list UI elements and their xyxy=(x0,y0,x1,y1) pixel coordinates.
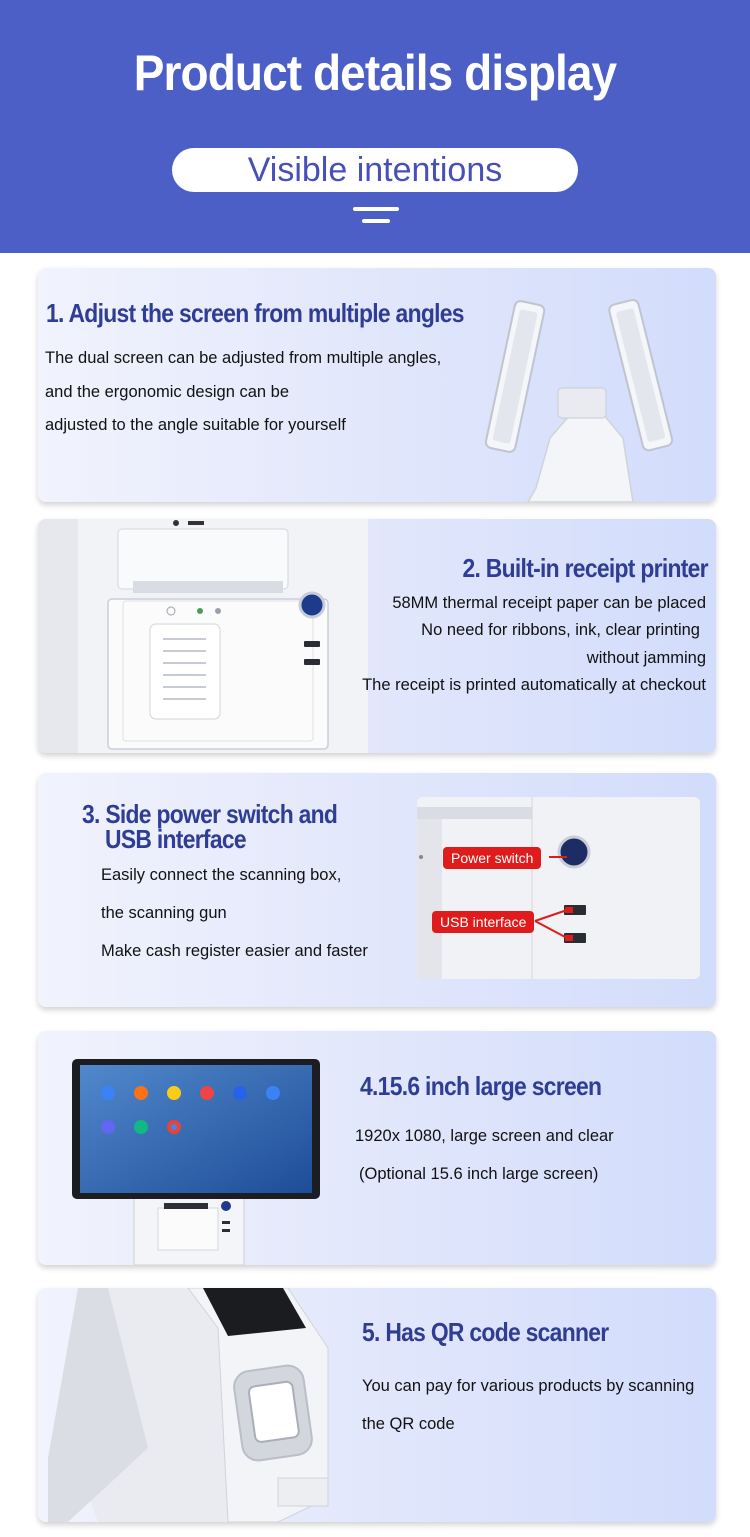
section-text: Easily connect the scanning box, xyxy=(101,866,342,884)
section-text: The dual screen can be adjusted from multiple angles, xyxy=(45,349,442,367)
section-title: 2. Built-in receipt printer xyxy=(462,553,708,583)
side-ports-image xyxy=(417,797,700,979)
section-power-usb xyxy=(38,773,716,1007)
subtitle-pill: Visible intentions xyxy=(172,148,578,192)
section-title: 5. Has QR code scanner xyxy=(362,1317,609,1347)
page-title: Product details display xyxy=(133,45,617,101)
section-text: No need for ribbons, ink, clear printing xyxy=(421,621,700,639)
section-text: the scanning gun xyxy=(101,904,227,922)
section-text: 1920x 1080, large screen and clear xyxy=(355,1127,614,1145)
large-screen-image xyxy=(68,1053,324,1265)
menu-lines-icon xyxy=(353,207,399,225)
side-ports-drawing xyxy=(417,797,700,979)
section-receipt-printer xyxy=(38,519,716,753)
section-text: Make cash register easier and faster xyxy=(101,942,368,960)
section-title: 1. Adjust the screen from multiple angles xyxy=(46,298,464,328)
power-switch-label: Power switch xyxy=(443,847,541,869)
section-title: 4.15.6 inch large screen xyxy=(360,1071,602,1101)
section-text: adjusted to the angle suitable for yourself xyxy=(45,416,346,434)
section-text: the QR code xyxy=(362,1415,455,1433)
usb-interface-label: USB interface xyxy=(432,911,534,933)
section-qr-scanner xyxy=(38,1288,716,1522)
section-text: without jamming xyxy=(586,649,706,667)
section-text: You can pay for various products by scanning xyxy=(362,1377,695,1395)
section-large-screen xyxy=(38,1031,716,1265)
section-title-line2: USB interface xyxy=(105,824,246,854)
receipt-printer-image xyxy=(38,519,373,753)
section-text: 58MM thermal receipt paper can be placed xyxy=(392,594,706,612)
qr-scanner-image xyxy=(38,1288,338,1522)
section-text: and the ergonomic design can be xyxy=(45,383,290,401)
section-text: The receipt is printed automatically at checkout xyxy=(362,676,706,694)
section-text: (Optional 15.6 inch large screen) xyxy=(359,1165,599,1183)
dual-screen-pos-image xyxy=(458,288,678,502)
section-title: 3. Side power switch and xyxy=(82,799,338,829)
section-adjust-screen xyxy=(38,268,716,502)
page-header xyxy=(0,0,750,253)
